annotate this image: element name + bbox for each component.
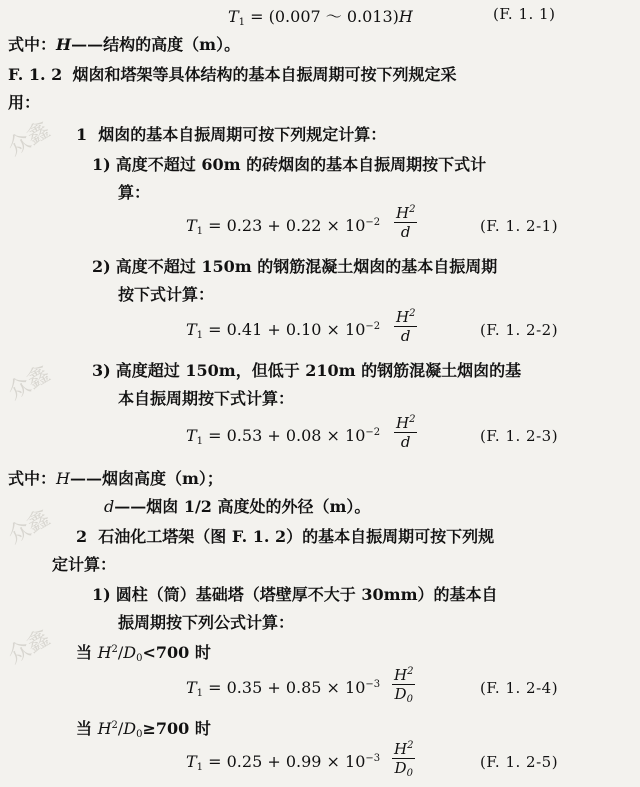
subitem-2-1-cont: 振周期按下列公式计算： bbox=[118, 613, 295, 632]
subitem-1-3: 3) 高度超过 150m，但低于 210m 的钢筋混凝土烟囱的基 bbox=[92, 361, 522, 380]
condition-2: 当 $H^2/D_0\ge 700$ 时 bbox=[76, 719, 211, 740]
where-clause-2: 式中：H——烟囱高度（m）； bbox=[8, 469, 223, 488]
fraction: $\frac{H^2}{d}$ bbox=[396, 204, 416, 241]
equation-number: (F. 1. 2-4) bbox=[480, 679, 559, 697]
where-clause-2-cont: d——烟囱 1/2 高度处的外径（m）。 bbox=[104, 497, 371, 516]
watermark: 众鑫 bbox=[3, 505, 55, 550]
equation-f11: $T_1 = (0.007$ ～ 0.013)H bbox=[228, 7, 413, 28]
equation-f122: $T_1 = 0.41 + 0.10 \times 10^{-2}$ bbox=[186, 320, 381, 341]
equation-number: (F. 1. 1) bbox=[493, 5, 556, 23]
fraction: $\frac{H^2}{d}$ bbox=[396, 414, 416, 451]
subitem-1-2: 2) 高度不超过 150m 的钢筋混凝土烟囱的基本自振周期 bbox=[92, 257, 498, 276]
condition-1: 当 $H^2/D_0<700$ 时 bbox=[76, 643, 211, 664]
fraction: $\frac{H^2}{d}$ bbox=[396, 308, 416, 345]
section-f12-cont: 用： bbox=[8, 93, 41, 112]
equation-f121: $T_1 = 0.23 + 0.22 \times 10^{-2}$ bbox=[186, 216, 381, 237]
subitem-1-3-cont: 本自振周期按下式计算： bbox=[118, 389, 295, 408]
equation-f125: $T_1 = 0.25 + 0.99 \times 10^{-3}$ bbox=[186, 752, 381, 773]
fraction: $\frac{H^2}{D_0}$ bbox=[394, 740, 414, 779]
equation-f123: $T_1 = 0.53 + 0.08 \times 10^{-2}$ bbox=[186, 426, 381, 447]
item-2-cont: 定计算： bbox=[52, 555, 117, 574]
section-f12: F. 1. 2 烟囱和塔架等具体结构的基本自振周期可按下列规定采 bbox=[8, 65, 457, 84]
equation-number: (F. 1. 2-1) bbox=[480, 217, 559, 235]
subitem-1-2-cont: 按下式计算： bbox=[118, 285, 215, 304]
item-2: 2 石油化工塔架（图 F. 1. 2）的基本自振周期可按下列规 bbox=[76, 527, 495, 546]
where-clause: 式中：H——结构的高度（m）。 bbox=[8, 35, 241, 54]
watermark: 众鑫 bbox=[3, 625, 55, 670]
equation-number: (F. 1. 2-2) bbox=[480, 321, 559, 339]
subitem-1-1-cont: 算： bbox=[118, 183, 151, 202]
watermark: 众鑫 bbox=[3, 361, 55, 406]
fraction: $\frac{H^2}{D_0}$ bbox=[394, 666, 414, 705]
equation-number: (F. 1. 2-3) bbox=[480, 427, 559, 445]
watermark: 众鑫 bbox=[3, 117, 55, 162]
subitem-2-1: 1) 圆柱（筒）基础塔（塔壁厚不大于 30mm）的基本自 bbox=[92, 585, 498, 604]
equation-number: (F. 1. 2-5) bbox=[480, 753, 559, 771]
equation-f124: $T_1 = 0.35 + 0.85 \times 10^{-3}$ bbox=[186, 678, 381, 699]
subitem-1-1: 1) 高度不超过 60m 的砖烟囱的基本自振周期按下式计 bbox=[92, 155, 487, 174]
item-1: 1 烟囱的基本自振周期可按下列规定计算： bbox=[76, 125, 387, 144]
